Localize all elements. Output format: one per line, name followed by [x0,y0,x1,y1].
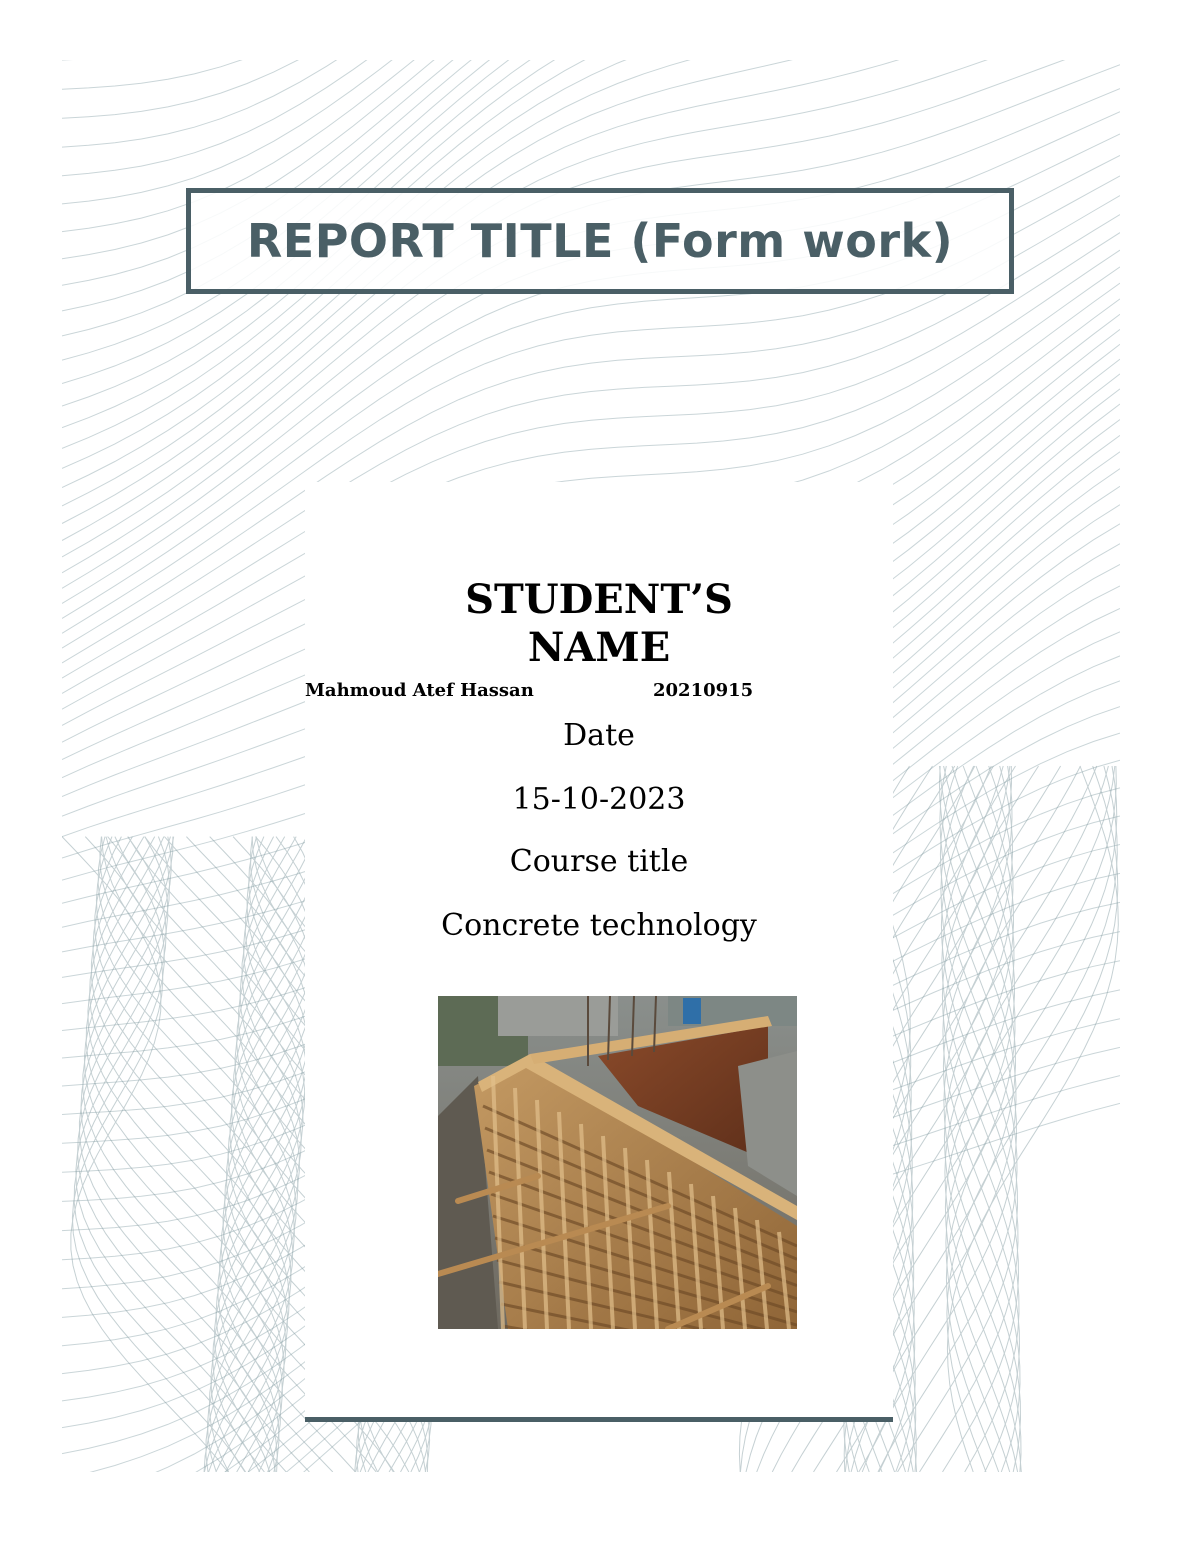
report-title-box [186,188,1014,294]
content-card [305,482,893,1418]
student-name: Mahmoud Atef Hassan [305,680,534,701]
wave-line [95,837,293,1472]
report-title: REPORT TITLE (Form work) [246,214,954,268]
course-title-value: Concrete technology [441,908,757,943]
student-heading-line-1: STUDENT’S [465,576,733,623]
card-bottom-rule [305,1417,893,1422]
date-label: Date [563,718,635,753]
wave-line [128,837,305,1472]
wave-line [944,766,1108,1472]
formwork-photo [438,996,797,1329]
course-title-label: Course title [509,844,689,879]
wave-line [98,837,296,1472]
wave-line [62,60,1120,147]
student-heading-line-2: NAME [527,624,671,671]
student-name-heading [305,576,893,672]
student-id: 20210915 [653,680,754,701]
date-value: 15-10-2023 [512,782,686,817]
student-info-row [305,680,765,708]
wave-line [62,60,1120,89]
